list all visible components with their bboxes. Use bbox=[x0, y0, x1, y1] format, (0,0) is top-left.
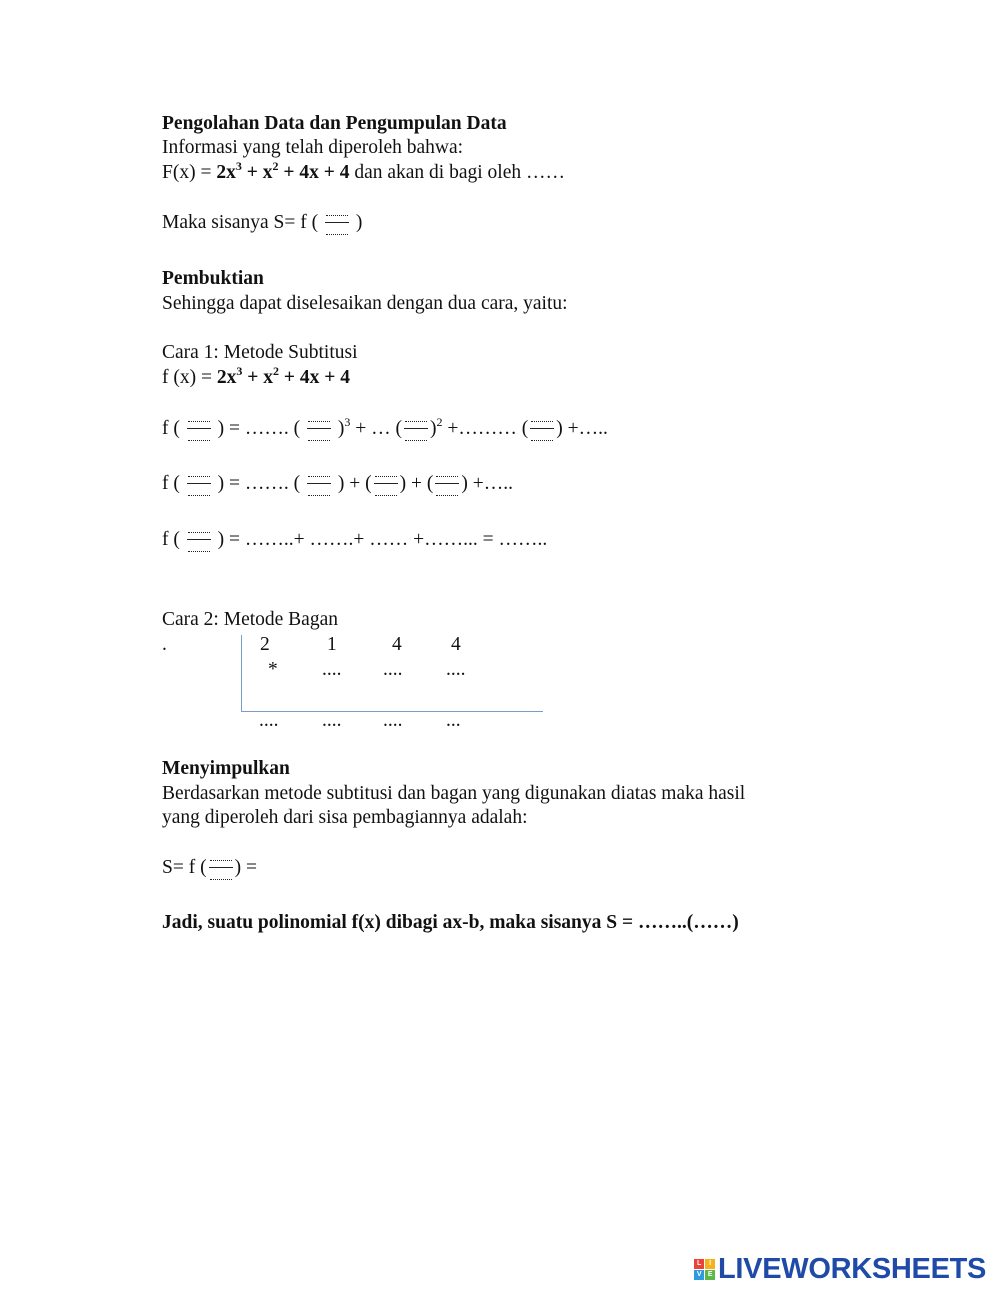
fraction-blank-r1-a[interactable] bbox=[187, 417, 211, 441]
bagan-coef-4: 4 bbox=[451, 634, 461, 655]
function-definition: $F(x) = 2x^3 + x^2 + 4x + 4$ dan akan di bagi oleh …… bbox=[162, 158, 565, 183]
cara1-function: f $(x) = 2x^3 + x^2 + 4x + 4$ bbox=[162, 363, 350, 388]
bagan-res-4[interactable]: ... bbox=[446, 710, 461, 731]
bagan-coef-1: 2 bbox=[260, 634, 270, 655]
bagan-res-1[interactable]: .... bbox=[259, 710, 279, 731]
bagan-res-2[interactable]: .... bbox=[322, 710, 342, 731]
fraction-blank-r3-a[interactable] bbox=[187, 528, 211, 552]
bagan-mid-2[interactable]: .... bbox=[322, 659, 342, 680]
section-heading-pembuktian: Pembuktian bbox=[162, 268, 264, 289]
section-heading-data: Pengolahan Data dan Pengumpulan Data bbox=[162, 113, 507, 134]
bagan-mid-3[interactable]: .... bbox=[383, 659, 403, 680]
pembuktian-text: Sehingga dapat diselesaikan dengan dua cara, yaitu: bbox=[162, 293, 568, 314]
bagan-coef-2: 1 bbox=[327, 634, 337, 655]
bagan-vertical-line bbox=[241, 635, 242, 712]
fraction-blank-r2-b[interactable] bbox=[307, 472, 331, 496]
substitution-row-1: f ( ) = ……. ( )$^3$ + … ( )$^2$ +……… ( ) +….. bbox=[162, 414, 608, 439]
conclusion-line-1: Berdasarkan metode subtitusi dan bagan yang digunakan diatas maka hasil bbox=[162, 783, 746, 804]
substitution-row-3: f ( ) = ……..+ …….+ …… +……... = …….. bbox=[162, 529, 548, 550]
fraction-blank-r2-a[interactable] bbox=[187, 472, 211, 496]
logo-text: LIVEWORKSHEETS bbox=[718, 1252, 987, 1285]
fraction-blank-r1-d[interactable] bbox=[530, 417, 554, 441]
fraction-blank-r1-b[interactable] bbox=[307, 417, 331, 441]
liveworksheets-logo bbox=[694, 1254, 986, 1284]
substitution-row-2: f ( ) = ……. ( ) + ( ) + ( ) +….. bbox=[162, 473, 513, 494]
bagan-coef-3: 4 bbox=[392, 634, 402, 655]
fraction-blank-r2-d[interactable] bbox=[435, 472, 459, 496]
conclusion-line-2: yang diperoleh dari sisa pembagiannya adalah: bbox=[162, 807, 528, 828]
cara1-title: Cara 1: Metode Subtitusi bbox=[162, 342, 358, 363]
logo-grid-icon: L I V E bbox=[694, 1259, 715, 1280]
bagan-res-3[interactable]: .... bbox=[383, 710, 403, 731]
fraction-blank-r1-c[interactable] bbox=[404, 417, 428, 441]
bagan-mid-1: * bbox=[268, 659, 278, 680]
cara2-dot: . bbox=[162, 634, 167, 655]
fraction-blank-1[interactable] bbox=[325, 211, 349, 235]
fraction-blank-r2-c[interactable] bbox=[374, 472, 398, 496]
fraction-blank-s[interactable] bbox=[209, 856, 233, 880]
final-statement: Jadi, suatu polinomial f(x) dibagi ax-b, maka sisanya S = ……..(……) bbox=[162, 912, 739, 933]
remainder-line: Maka sisanya S= f ( ) bbox=[162, 212, 363, 233]
section-heading-menyimpulkan: Menyimpulkan bbox=[162, 758, 290, 779]
cara2-title: Cara 2: Metode Bagan bbox=[162, 609, 338, 630]
bagan-mid-4[interactable]: .... bbox=[446, 659, 466, 680]
info-line: Informasi yang telah diperoleh bahwa: bbox=[162, 137, 464, 158]
s-result-line: S= f ( ) = bbox=[162, 857, 257, 878]
